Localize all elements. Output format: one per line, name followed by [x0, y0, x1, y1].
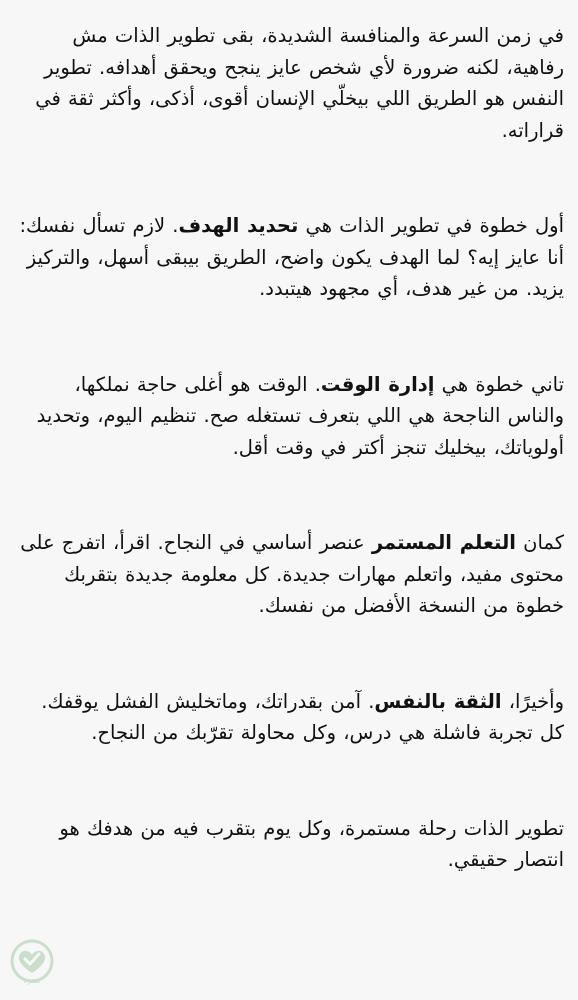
- paragraph-gap: [14, 146, 564, 210]
- watermark-text: شفرة: [23, 977, 41, 985]
- paragraph-continuous-learning: [14, 527, 564, 622]
- time-management-highlight: إدارة الوقت: [320, 372, 435, 396]
- continuous-learning-highlight: التعلم المستمر: [371, 531, 516, 554]
- paragraph-intro: [14, 20, 564, 146]
- paragraph-gap: [14, 749, 564, 813]
- paragraph-goal-setting: [14, 210, 564, 305]
- paragraph-time-text-start: تاني خطوة هي: [434, 372, 564, 396]
- paragraph-gap: [14, 622, 564, 686]
- paragraph-gap: [14, 305, 564, 369]
- paragraph-confidence-text-start: وأخيرًا،: [501, 689, 564, 713]
- paragraph-confidence-text-end: . آمن بقدراتك، وماتخليش الفشل يوقفك. كل تجربة فاشلة هي درس، وكل محاولة تقرّبك من النجاح.: [41, 689, 564, 744]
- paragraph-time-text-end: . الوقت هو أغلى حاجة نملكها، والناس الناجحة هي اللي بتعرف تستغله صح. تنظيم اليوم، وتحديد أولوياتك، بيخليك تنجز أكتر في وقت أقل.: [36, 372, 564, 459]
- paragraph-learning-text-start: كمان: [515, 531, 564, 554]
- paragraph-goal-text-start: أول خطوة في تطوير الذات هي: [298, 214, 564, 237]
- watermark-logo: [4, 937, 60, 993]
- paragraph-time-management: [14, 369, 564, 464]
- paragraph-conclusion: [14, 813, 564, 876]
- paragraph-gap: [14, 463, 564, 527]
- paragraph-learning-text-end: عنصر أساسي في النجاح. اقرأ، اتفرج على محتوى مفيد، واتعلم مهارات جديدة. كل معلومة جديدة بتقربك خطوة من النسخة الأفضل من نفسك.: [20, 531, 564, 617]
- paragraph-goal-text-end: . لازم تسأل نفسك: أنا عايز إيه؟ لما الهدف يكون واضح، الطريق بيبقى أسهل، والتركيز يزيد. من غير هدف، أي مجهود هيتبدد.: [19, 214, 564, 300]
- goal-setting-highlight: تحديد الهدف: [178, 214, 299, 237]
- paragraph-intro-text: في زمن السرعة والمنافسة الشديدة، بقى تطوير الذات مش رفاهية، لكنه ضرورة لأي شخص عايز ينجح ويحقق أهدافه. تطوير النفس هو الطريق اللي بيخلّي الإنسان أقوى، أذكى، وأكثر ثقة في قراراته.: [35, 24, 564, 142]
- paragraph-self-confidence: [14, 686, 564, 749]
- self-confidence-highlight: الثقة بالنفس: [374, 689, 502, 713]
- paragraph-conclusion-text: تطوير الذات رحلة مستمرة، وكل يوم بتقرب فيه من هدفك هو انتصار حقيقي.: [59, 816, 564, 871]
